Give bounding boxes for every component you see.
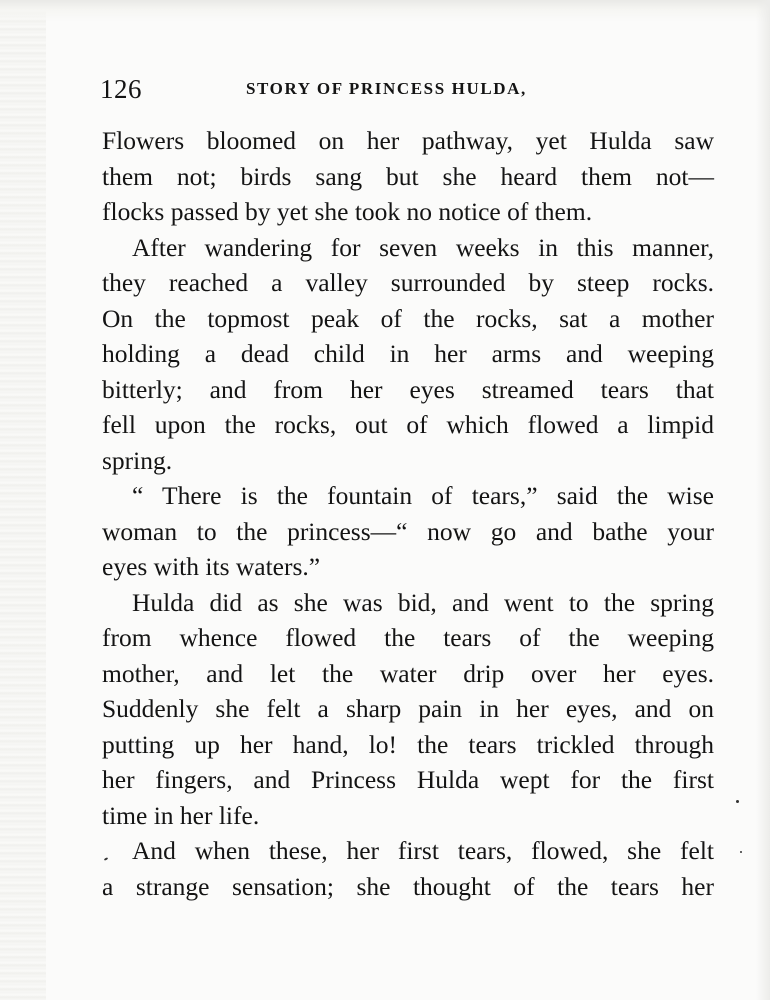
text-line: Flowers bloomed on her pathway, yet Hulda saw: [102, 126, 714, 155]
text-line: And when these, her first tears, flowed, she felt: [132, 836, 714, 865]
print-speck: [736, 800, 739, 803]
text-line: them not; birds sang but she heard them not—: [102, 161, 714, 191]
text-line: Hulda did as she was bid, and went to the spring: [132, 587, 714, 617]
page-edge-left: [0, 0, 46, 1000]
text-line: fell upon the rocks, out of which flowed a limpid: [102, 410, 714, 439]
text-line: her fingers, and Princess Hulda wept for the first: [102, 765, 714, 794]
text-line: Suddenly she felt a sharp pain in her eyes, and on: [102, 694, 714, 723]
body-text: [102, 123, 714, 904]
running-title: STORY OF PRINCESS HULDA,: [246, 79, 527, 98]
text-line: mother, and let the water drip over her eyes.: [102, 658, 714, 688]
running-head: [100, 72, 715, 106]
text-line: On the topmost peak of the rocks, sat a mother: [102, 303, 714, 333]
text-line: “ There is the fountain of tears,” said the wise: [132, 481, 714, 510]
text-line: time in her life.: [102, 800, 260, 830]
print-speck: [740, 851, 742, 853]
text-line: flocks passed by yet she took no notice of them.: [102, 197, 593, 226]
text-line: from whence flowed the tears of the weeping: [102, 623, 714, 652]
page-edge-top: [0, 0, 770, 22]
text-line: After wandering for seven weeks in this manner,: [132, 232, 714, 262]
text-line: putting up her hand, lo! the tears trickled through: [102, 729, 714, 759]
text-line: spring.: [102, 445, 173, 475]
text-line: they reached a valley surrounded by steep rocks.: [102, 268, 714, 297]
text-line: a strange sensation; she thought of the tears her: [102, 871, 714, 901]
page-number: 126: [100, 74, 142, 104]
page-edge-right: [756, 0, 770, 1000]
text-line: holding a dead child in her arms and weeping: [102, 339, 714, 368]
text-line: eyes with its waters.”: [102, 552, 321, 581]
text-line: bitterly; and from her eyes streamed tears that: [102, 374, 714, 404]
text-line: woman to the princess—“ now go and bathe your: [102, 516, 714, 546]
